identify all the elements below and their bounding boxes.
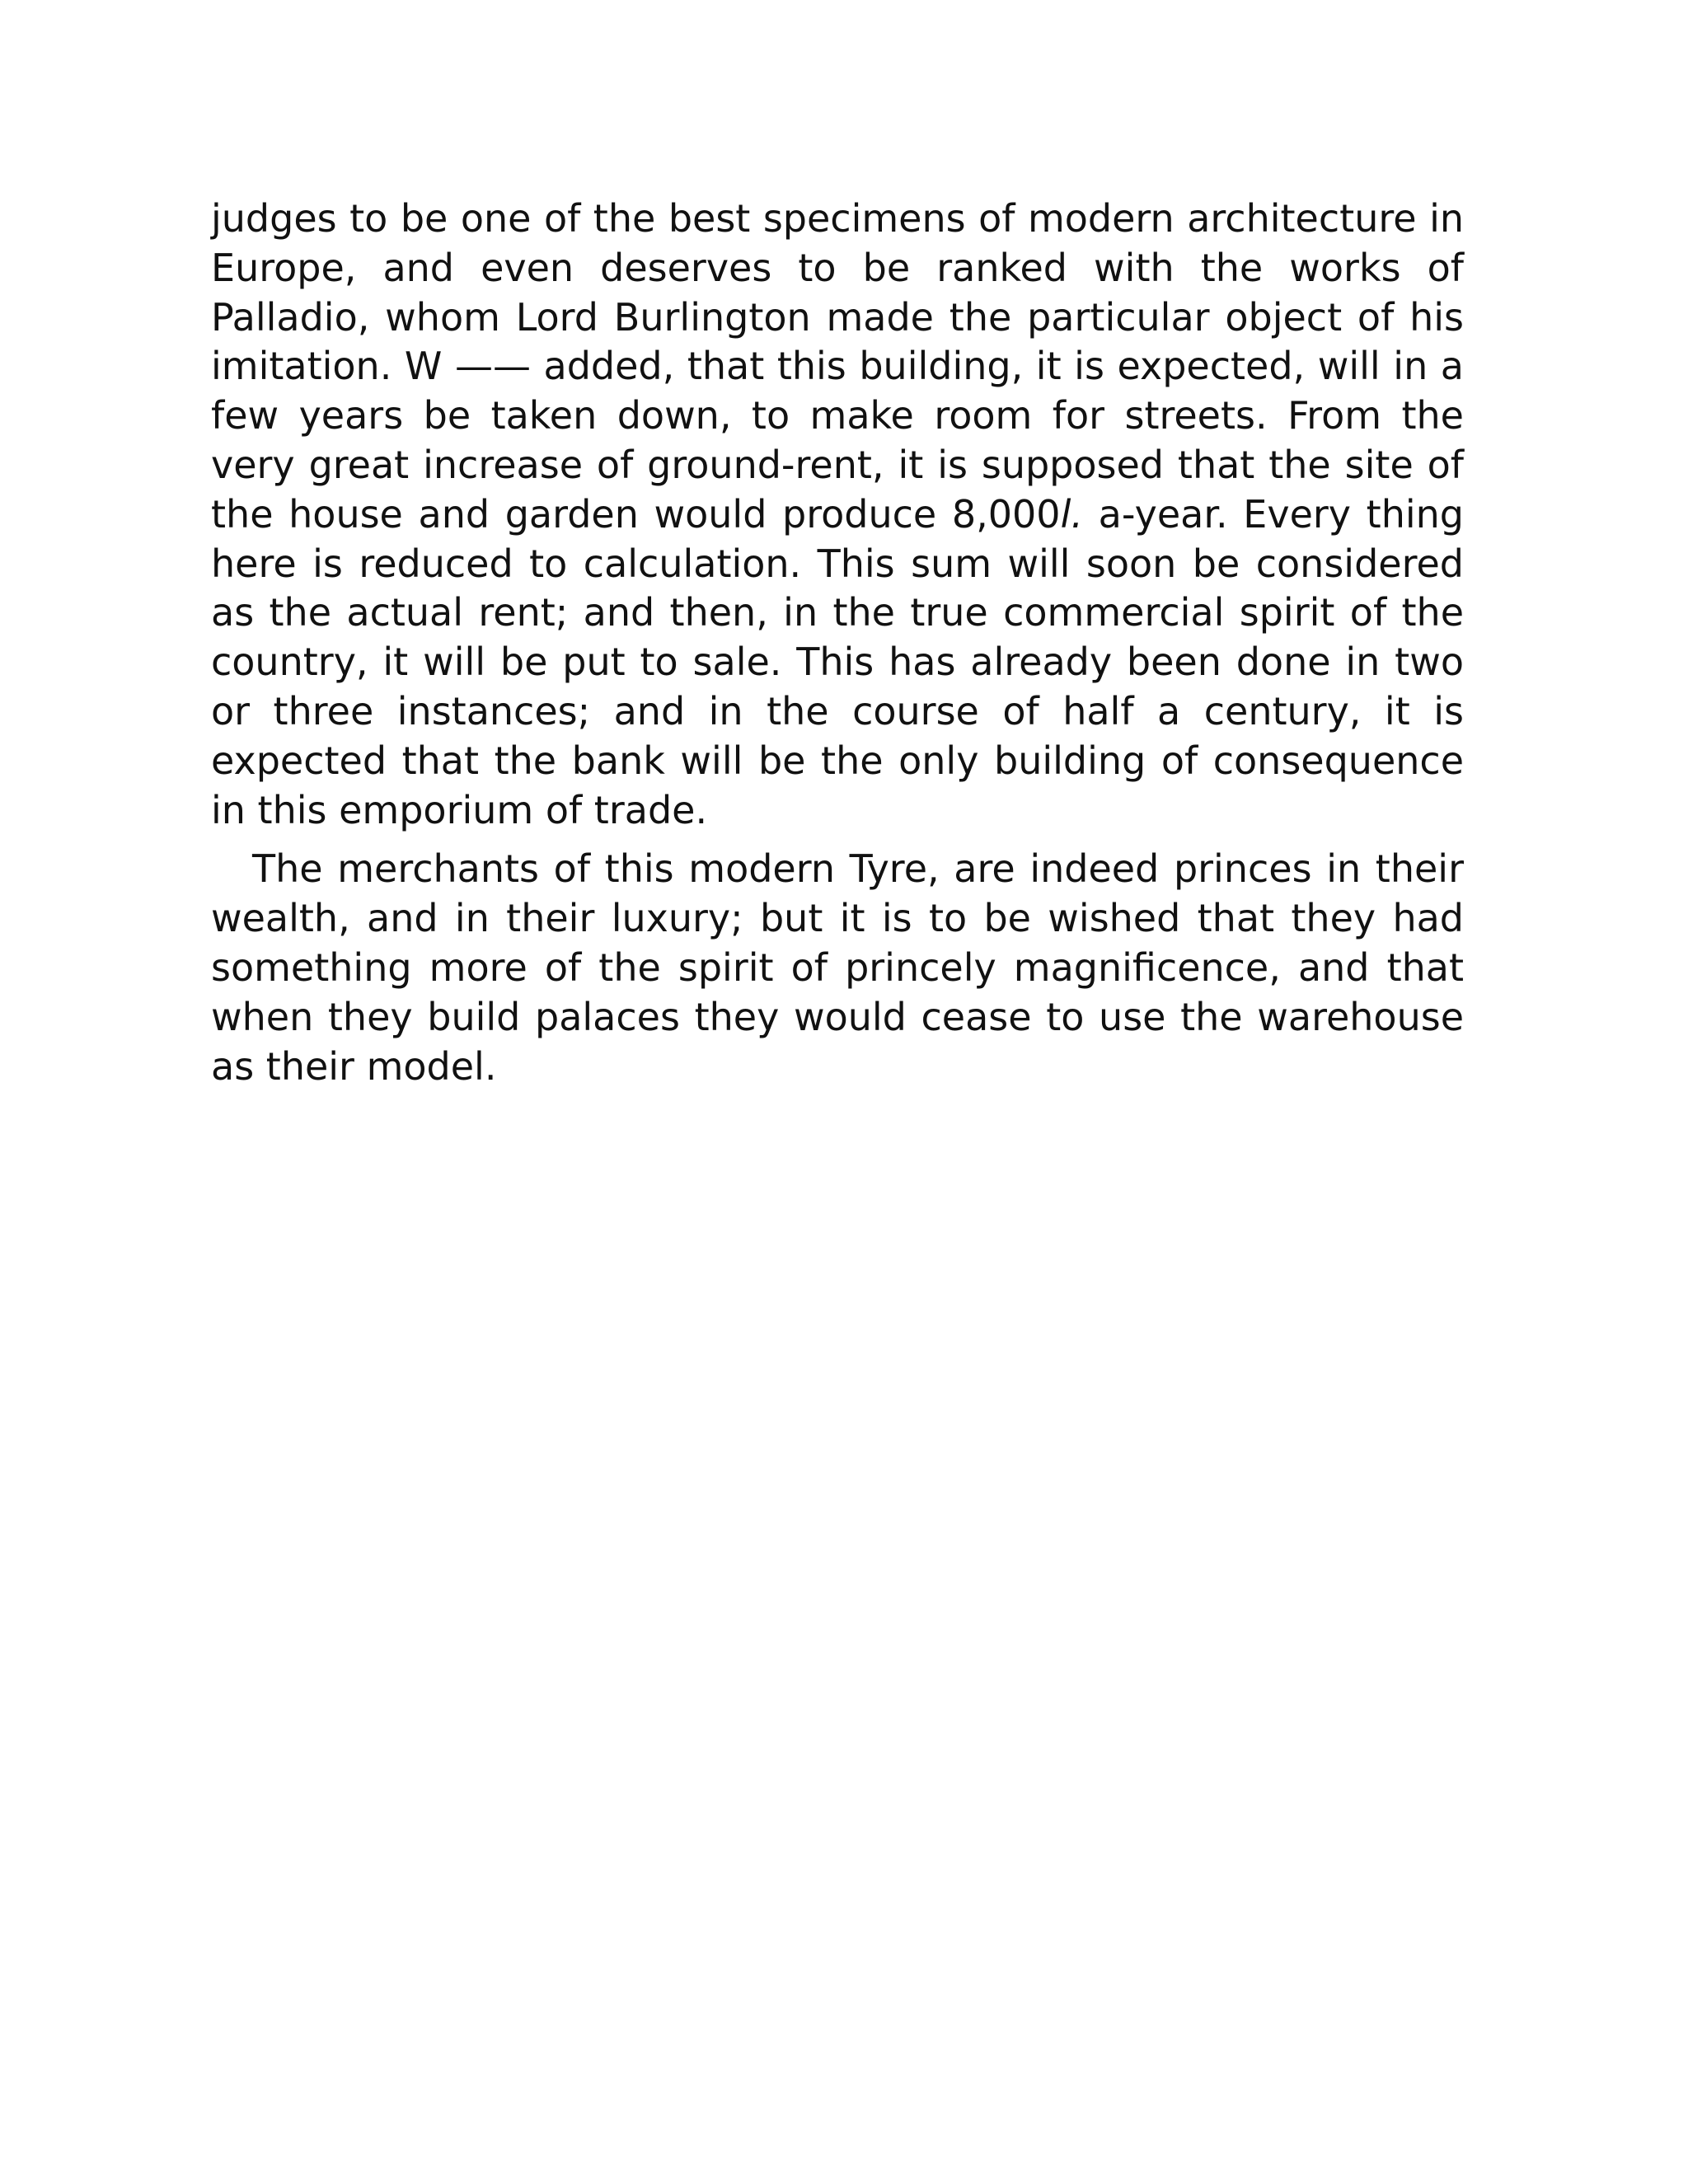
- paragraph-1: [211, 194, 1464, 835]
- paragraph-1-text-a: judges to be one of the best specimens of modern architecture in Europe, and even deserves to be ranked with the works of Palladio, whom Lord Burlington made the particular object of his imitation. W —— added, that this building, it is expected, will in a few years be taken down, to make room for streets. From the very great increase of ground-rent, it is supposed that the site of the house and garden would produce 8,000: [211, 196, 1464, 537]
- paragraph-1-currency-abbrev: l.: [1060, 491, 1083, 537]
- paragraph-2-text: The merchants of this modern Tyre, are indeed princes in their wealth, and in their luxury; but it is to be wished that they had something more of the spirit of princely magnificence, and that when they build palaces they would cease to use the warehouse as their model.: [211, 846, 1464, 1089]
- paragraph-1-text-b: a-year. Every thing here is reduced to calculation. This sum will soon be considered as the actual rent; and then, in the true commercial spirit of the country, it will be put to sale. This has already been done in two or three instances; and in the course of half a century, it is expected that the bank will be the only building of consequence in this emporium of trade.: [211, 491, 1464, 832]
- paragraph-2: [211, 845, 1464, 1091]
- body-text: [211, 194, 1464, 1091]
